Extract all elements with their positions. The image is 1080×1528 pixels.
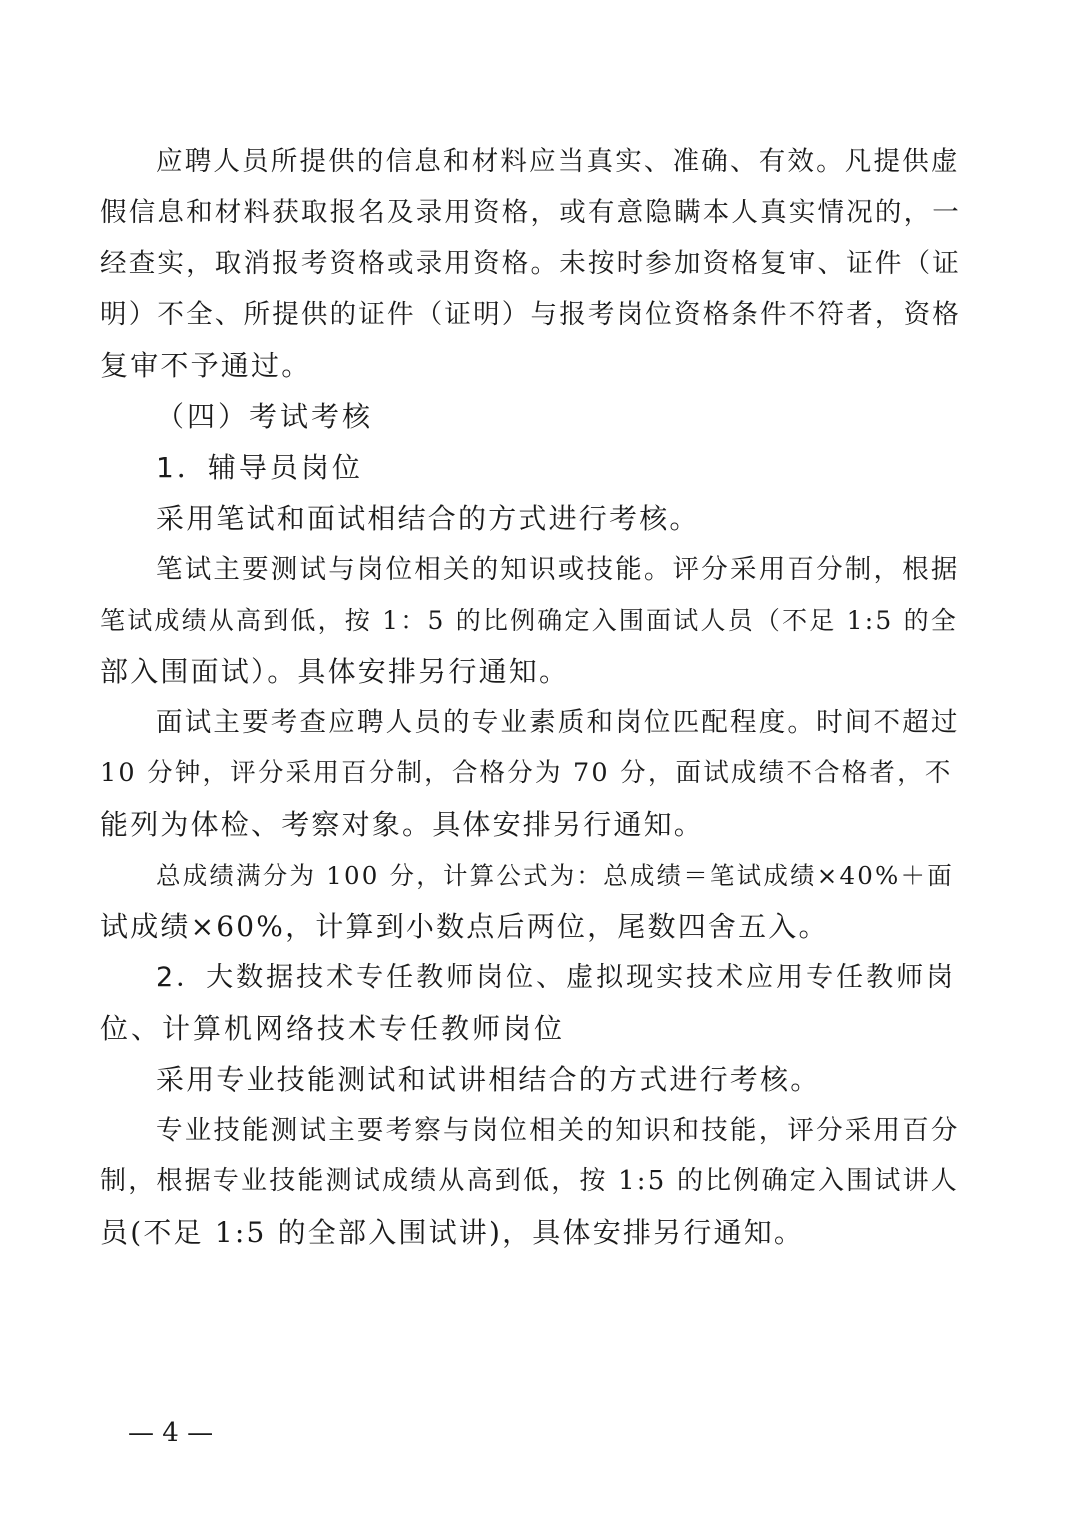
text-line: 10 分钟，评分采用百分制，合格分为 70 分，面试成绩不合格者，不 [100, 758, 953, 788]
heading-text: 1．辅导员岗位 [156, 451, 363, 484]
text-line: 制，根据专业技能测试成绩从高到低，按 1:5 的比例确定入围试讲人 [100, 1166, 959, 1196]
text-line: 复审不予通过。 [100, 349, 312, 382]
heading-text: （四）考试考核 [156, 400, 374, 433]
paragraph-eligibility-note [100, 136, 962, 391]
text-line: 员(不足 1:5 的全部入围试讲)，具体安排另行通知。 [100, 1216, 805, 1249]
paragraph-skill-assessment-method [100, 1054, 962, 1105]
text-line: 假信息和材料获取报名及录用资格，或有意隐瞒本人真实情况的，一 [100, 197, 961, 228]
text-line: 试成绩×60%，计算到小数点后两位，尾数四舍五入。 [100, 910, 829, 943]
text-line: 部入围面试）。具体安排另行通知。 [100, 655, 570, 688]
heading-text: 2．大数据技术专任教师岗位、虚拟现实技术应用专任教师岗 [156, 962, 957, 993]
heading-text: 位、计算机网络技术专任教师岗位 [100, 1012, 566, 1045]
paragraph-interview [100, 697, 962, 850]
document-body [100, 136, 962, 1258]
paragraph-assessment-method [100, 493, 962, 544]
text-line: 笔试成绩从高到低，按 1：5 的比例确定入围面试人员（不足 1:5 的全 [100, 606, 959, 635]
text-line: 采用笔试和面试相结合的方式进行考核。 [156, 502, 700, 535]
text-line: 面试主要考查应聘人员的专业素质和岗位匹配程度。时间不超过 [156, 707, 960, 738]
text-line: 专业技能测试主要考察与岗位相关的知识和技能，评分采用百分 [156, 1115, 960, 1146]
subsection-heading-counselor [100, 442, 962, 493]
text-line: 应聘人员所提供的信息和材料应当真实、准确、有效。凡提供虚 [156, 146, 960, 177]
text-line: 经查实，取消报考资格或录用资格。未按时参加资格复审、证件（证 [100, 248, 961, 279]
text-line: 明）不全、所提供的证件（证明）与报考岗位资格条件不符者，资格 [100, 299, 961, 330]
text-line: 总成绩满分为 100 分，计算公式为：总成绩＝笔试成绩×40%＋面 [156, 861, 954, 890]
paragraph-written-exam [100, 544, 962, 697]
text-line: 采用专业技能测试和试讲相结合的方式进行考核。 [156, 1063, 821, 1096]
section-heading [100, 391, 962, 442]
text-line: 能列为体检、考察对象。具体安排另行通知。 [100, 808, 705, 841]
page-number: — 4 — [128, 1418, 214, 1448]
subsection-heading-teachers [100, 952, 962, 1054]
text-line: 笔试主要测试与岗位相关的知识或技能。评分采用百分制，根据 [156, 554, 960, 585]
paragraph-total-score [100, 850, 962, 952]
paragraph-skill-test [100, 1105, 962, 1258]
